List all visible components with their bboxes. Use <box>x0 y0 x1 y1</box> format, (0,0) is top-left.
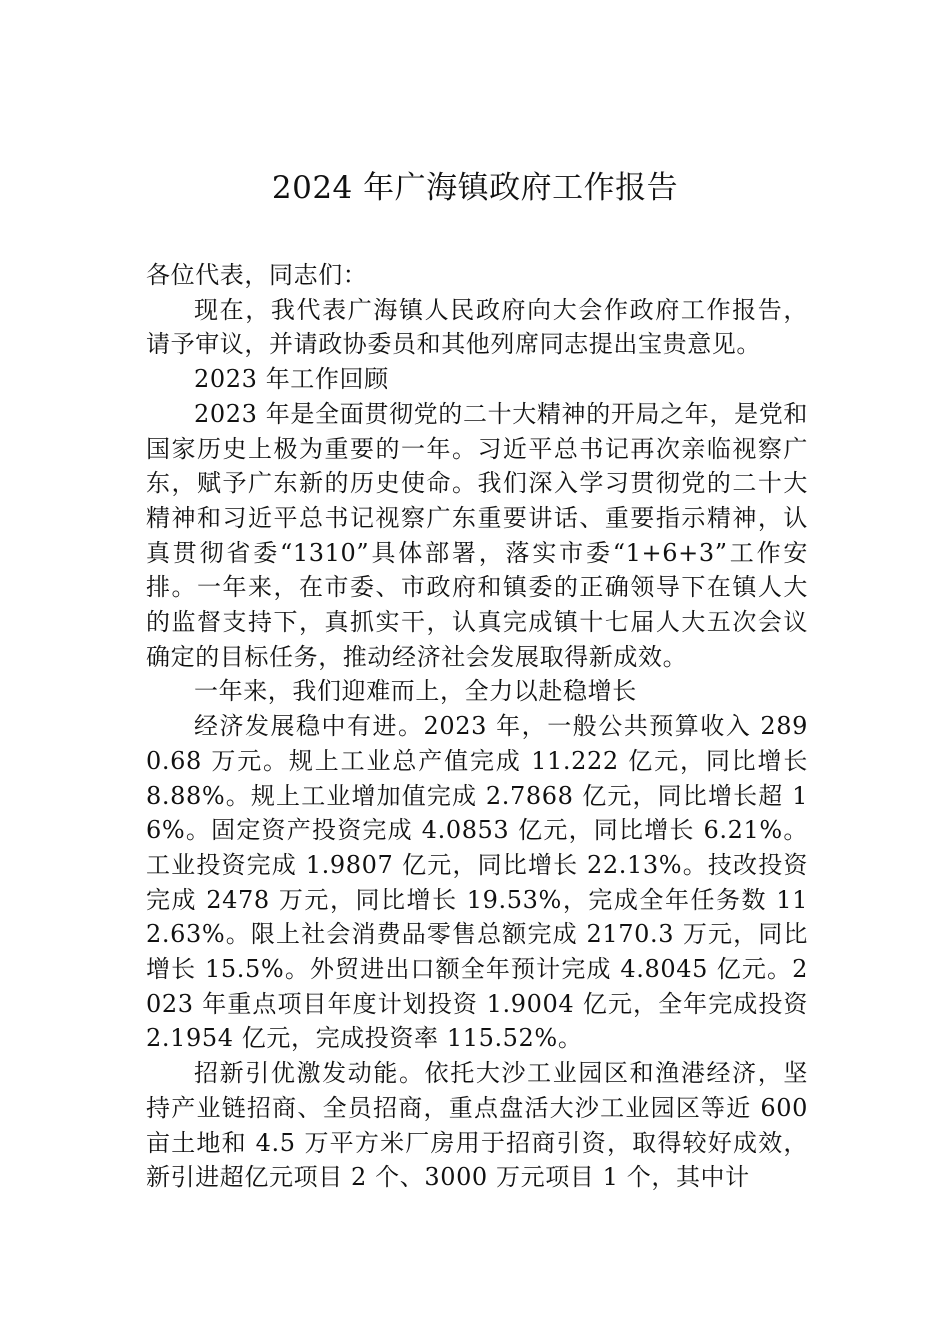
salutation-paragraph: 各位代表，同志们： <box>146 261 368 289</box>
economy-paragraph: 经济发展稳中有进。2023 年，一般公共预算收入 2890.68 万元。规上工业总产值完成 11.222 亿元，同比增长 8.88%。规上工业增加值完成 2.7868 亿元，同比增长超 16%。固定资产投资完成 4.0853 亿元，同比增长 6.21%。工业投资完成 1.9807 亿元，同比增长 22.13%。技改投资完成 2478 万元，同比增长 19.53%，完成全年任务数 112.63%。限上社会消费品零售总额完成 2170.3 万元，同比增长 15.5%。外贸进出口额全年预计完成 4.8045 亿元。2023 年重点项目年度计划投资 1.9004 亿元，全年完成投资 2.1954 亿元，完成投资率 115.52%。 <box>146 712 808 1053</box>
section-heading-review: 2023 年工作回顾 <box>194 365 389 394</box>
review-paragraph: 2023 年是全面贯彻党的二十大精神的开局之年，是党和国家历史上极为重要的一年。习近平总书记再次亲临视察广东，赋予广东新的历史使命。我们深入学习贯彻党的二十大精神和习近平总书记视察广东重要讲话、重要指示精神，认真贯彻省委“1310”具体部署，落实市委“1+6+3”工作安排。一年来，在市委、市政府和镇委的正确领导下在镇人大的监督支持下，真抓实干，认真完成镇十七届人大五次会议确定的目标任务，推动经济社会发展取得新成效。 <box>146 399 808 671</box>
document-body <box>146 258 808 1195</box>
investment-paragraph: 招新引优激发动能。依托大沙工业园区和渔港经济，坚持产业链招商、全员招商，重点盘活大沙工业园区等近 600 亩土地和 4.5 万平方米厂房用于招商引资，取得较好成效，新引进超亿元项目 2 个、3000 万元项目 1 个，其中计 <box>146 1059 808 1192</box>
opening-paragraph: 现在，我代表广海镇人民政府向大会作政府工作报告，请予审议，并请政协委员和其他列席同志提出宝贵意见。 <box>146 295 808 359</box>
subsection-heading-growth: 一年来，我们迎难而上，全力以赴稳增长 <box>194 677 637 706</box>
document-title: 2024 年广海镇政府工作报告 <box>271 170 679 206</box>
